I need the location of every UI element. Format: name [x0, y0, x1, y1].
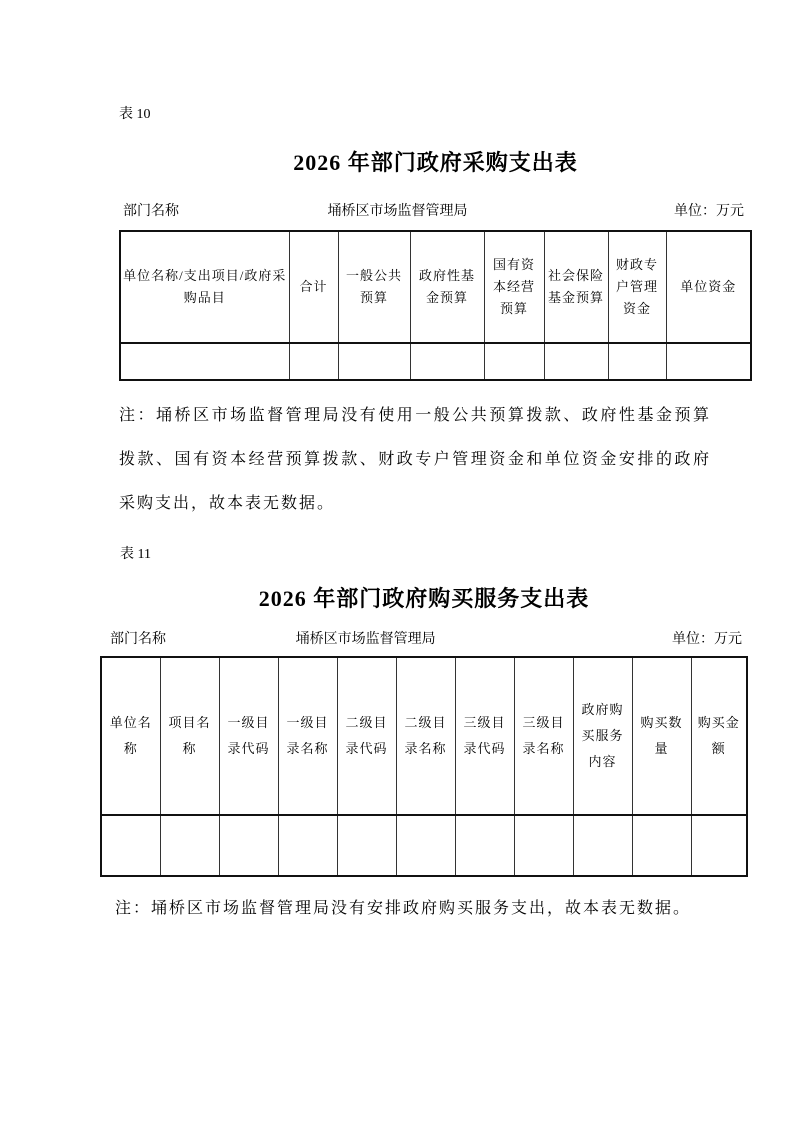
table-10-title: 2026 年部门政府采购支出表 — [293, 150, 578, 175]
dept-name-value: 埇桥区市场监督管理局 — [327, 204, 468, 219]
col-total: 合计 — [289, 231, 338, 343]
table-10-note: 注：埇桥区市场监督管理局没有使用一般公共预算拨款、政府性基金预算拨款、国有资本经营预算拨款、财政专户管理资金和单位资金安排的政府采购支出，故本表无数据。 — [119, 407, 711, 512]
empty-cell — [484, 343, 544, 380]
col-purchase-quantity: 购买数量 — [632, 657, 691, 815]
col-l3-catalog-code: 三级目录代码 — [455, 657, 514, 815]
empty-cell — [219, 815, 278, 876]
empty-cell — [120, 343, 289, 380]
table-11-label: 表 11 — [120, 547, 151, 562]
col-unit-name: 单位名称 — [101, 657, 160, 815]
col-state-capital-budget: 国有资本经营预算 — [484, 231, 544, 343]
empty-cell — [608, 343, 666, 380]
table-11-meta — [100, 630, 748, 649]
empty-cell — [573, 815, 632, 876]
col-purchase-content: 政府购买服务内容 — [573, 657, 632, 815]
dept-name-value: 埇桥区市场监督管理局 — [295, 632, 436, 647]
header-row — [120, 231, 751, 343]
empty-cell — [396, 815, 455, 876]
section-table-10 — [119, 106, 752, 526]
col-social-insurance-budget: 社会保险基金预算 — [544, 231, 608, 343]
table-11-note: 注：埇桥区市场监督管理局没有安排政府购买服务支出，故本表无数据。 — [115, 900, 692, 917]
col-l1-catalog-code: 一级目录代码 — [219, 657, 278, 815]
empty-cell — [410, 343, 484, 380]
table-10-meta — [119, 202, 752, 221]
empty-cell — [338, 343, 410, 380]
col-purchase-amount: 购买金额 — [691, 657, 747, 815]
section-table-11 — [100, 546, 748, 931]
empty-cell — [632, 815, 691, 876]
dept-name-label: 部门名称 — [110, 632, 166, 647]
col-l1-catalog-name: 一级目录名称 — [278, 657, 337, 815]
empty-cell — [160, 815, 219, 876]
empty-cell — [289, 343, 338, 380]
col-fiscal-special-account: 财政专户管理资金 — [608, 231, 666, 343]
empty-cell — [337, 815, 396, 876]
col-govt-fund-budget: 政府性基金预算 — [410, 231, 484, 343]
col-general-public-budget: 一般公共预算 — [338, 231, 410, 343]
table-row — [101, 815, 747, 876]
table-row — [120, 343, 751, 380]
unit-label: 单位：万元 — [672, 632, 742, 647]
unit-label: 单位：万元 — [674, 204, 744, 219]
table-11-title: 2026 年部门政府购买服务支出表 — [258, 586, 590, 611]
empty-cell — [514, 815, 573, 876]
empty-cell — [666, 343, 751, 380]
empty-cell — [101, 815, 160, 876]
purchased-services-table — [100, 656, 748, 877]
col-unit-funds: 单位资金 — [666, 231, 751, 343]
col-l3-catalog-name: 三级目录名称 — [514, 657, 573, 815]
empty-cell — [278, 815, 337, 876]
table-10-label: 表 10 — [119, 107, 151, 122]
government-procurement-table — [119, 230, 752, 381]
col-project-name: 项目名称 — [160, 657, 219, 815]
col-l2-catalog-code: 二级目录代码 — [337, 657, 396, 815]
col-l2-catalog-name: 二级目录名称 — [396, 657, 455, 815]
dept-name-label: 部门名称 — [123, 204, 179, 219]
col-unit-project-item: 单位名称/支出项目/政府采购品目 — [120, 231, 289, 343]
empty-cell — [691, 815, 747, 876]
header-row — [101, 657, 747, 815]
empty-cell — [544, 343, 608, 380]
empty-cell — [455, 815, 514, 876]
